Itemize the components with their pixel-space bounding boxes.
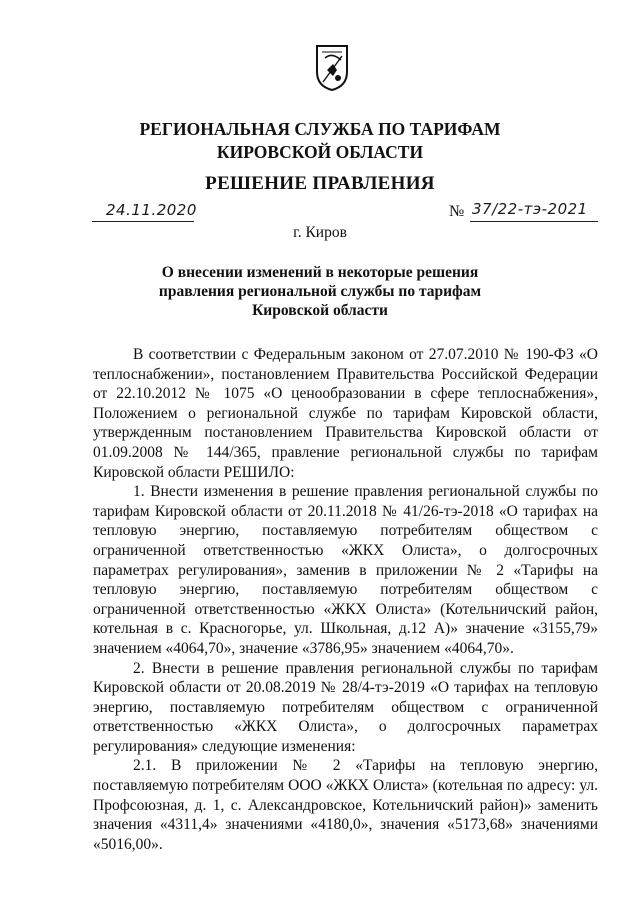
date-underline: [92, 221, 194, 222]
document-subject: [0, 263, 640, 320]
city-name: г. Киров: [293, 224, 347, 241]
organization-name-line1: РЕГИОНАЛЬНАЯ СЛУЖБА ПО ТАРИФАМ: [139, 119, 501, 139]
handwritten-date: 24.11.2020: [106, 201, 197, 219]
subject-line3: Кировской области: [252, 302, 388, 319]
item-2-1-paragraph: 2.1. В приложении № 2 «Тарифы на тепловую энергию, поставляемую потребителям ООО «ЖКХ Олиста» (котельная по адресу: ул. Профсоюзная, д. 1, с. Александровское, Котельничский район)» заменить значения «4311,4» значениями «4180,0», значения «5173,68» значениями «5016,00».: [93, 757, 598, 853]
document-body: [93, 345, 598, 854]
handwritten-number: 37/22-тэ-2021: [472, 200, 588, 218]
intro-paragraph: В соответствии с Федеральным законом от 27.07.2010 № 190-ФЗ «О теплоснабжении», постановлением Правительства Российской Федерации от 22.10.2012 № 1075 «О ценообразовании в сфере теплоснабжения», Положением о региональной службе по тарифам Кировской области, утвержденным постановлением Правительства Кировской области от 01.09.2008 № 144/365, правление региональной службы по тарифам Кировской области РЕШИЛО:: [93, 346, 598, 481]
kirov-oblast-coat-of-arms-icon: [311, 42, 353, 92]
organization-name-line2: КИРОВСКОЙ ОБЛАСТИ: [216, 142, 424, 162]
subject-line1: О внесении изменений в некоторые решения: [161, 264, 479, 281]
item-2-paragraph: 2. Внести в решение правления региональной службы по тарифам Кировской области от 20.08.2019 № 28/4-тэ-2019 «О тарифах на тепловую энергию, поставляемую потребителям обществом с ограниченной ответственностью «ЖКХ Олиста», о долгосрочных параметрах регулирования» следующие изменения:: [93, 659, 598, 755]
item-1-paragraph: 1. Внести изменения в решение правления региональной службы по тарифам Кировской области от 20.11.2018 № 41/26-тэ-2018 «О тарифах на тепловую энергию, поставляемую потребителям обществом с ограниченной ответственностью «ЖКХ Олиста», о долгосрочных параметрах регулирования», заменив в приложении № 2 «Тарифы на тепловую энергию, поставляемую потребителям обществом с ограниченной ответственностью «ЖКХ Олиста» (Котельничский район, котельная в с. Красногорье, ул. Школьная, д.12 А)» значение «3155,79» значением «4064,70», значение «3786,95» значением «4064,70».: [93, 483, 598, 657]
number-underline: [470, 221, 598, 222]
document-type-title: РЕШЕНИЕ ПРАВЛЕНИЯ: [205, 173, 435, 194]
organization-name: [0, 118, 640, 164]
number-label: №: [449, 203, 465, 220]
subject-line2: правления региональной службы по тарифам: [158, 283, 482, 300]
